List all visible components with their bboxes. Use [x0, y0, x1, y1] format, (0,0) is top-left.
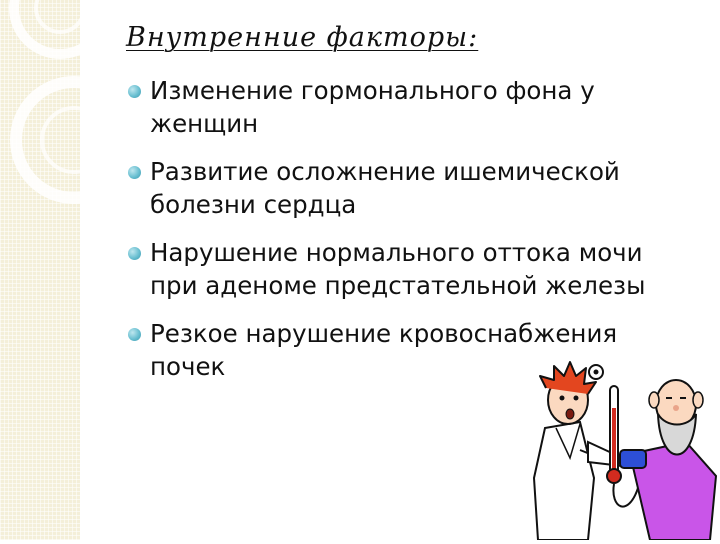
bullet-text: Изменение гормонального фона у женщин	[150, 76, 595, 138]
bullet-dot-icon	[128, 85, 141, 98]
bullet-item	[128, 236, 688, 302]
slide-title: Внутренние факторы:	[126, 22, 479, 53]
doctor-patient-illustration	[510, 358, 720, 540]
bullet-dot-icon	[128, 247, 141, 260]
bullet-item	[128, 74, 688, 140]
bullet-dot-icon	[128, 166, 141, 179]
bullet-item	[128, 155, 688, 221]
bullet-text: Нарушение нормального оттока мочи при аденоме предстательной железы	[150, 238, 646, 300]
bullet-dot-icon	[128, 328, 141, 341]
bullet-text: Развитие осложнение ишемической болезни сердца	[150, 157, 620, 219]
decorative-side-strip	[0, 0, 80, 540]
doctor-patient-cartoon-icon	[510, 358, 720, 540]
bullet-list	[128, 74, 688, 398]
decorative-circles-icon	[0, 0, 80, 540]
bullet-text: Резкое нарушение кровоснабжения почек	[150, 319, 618, 381]
